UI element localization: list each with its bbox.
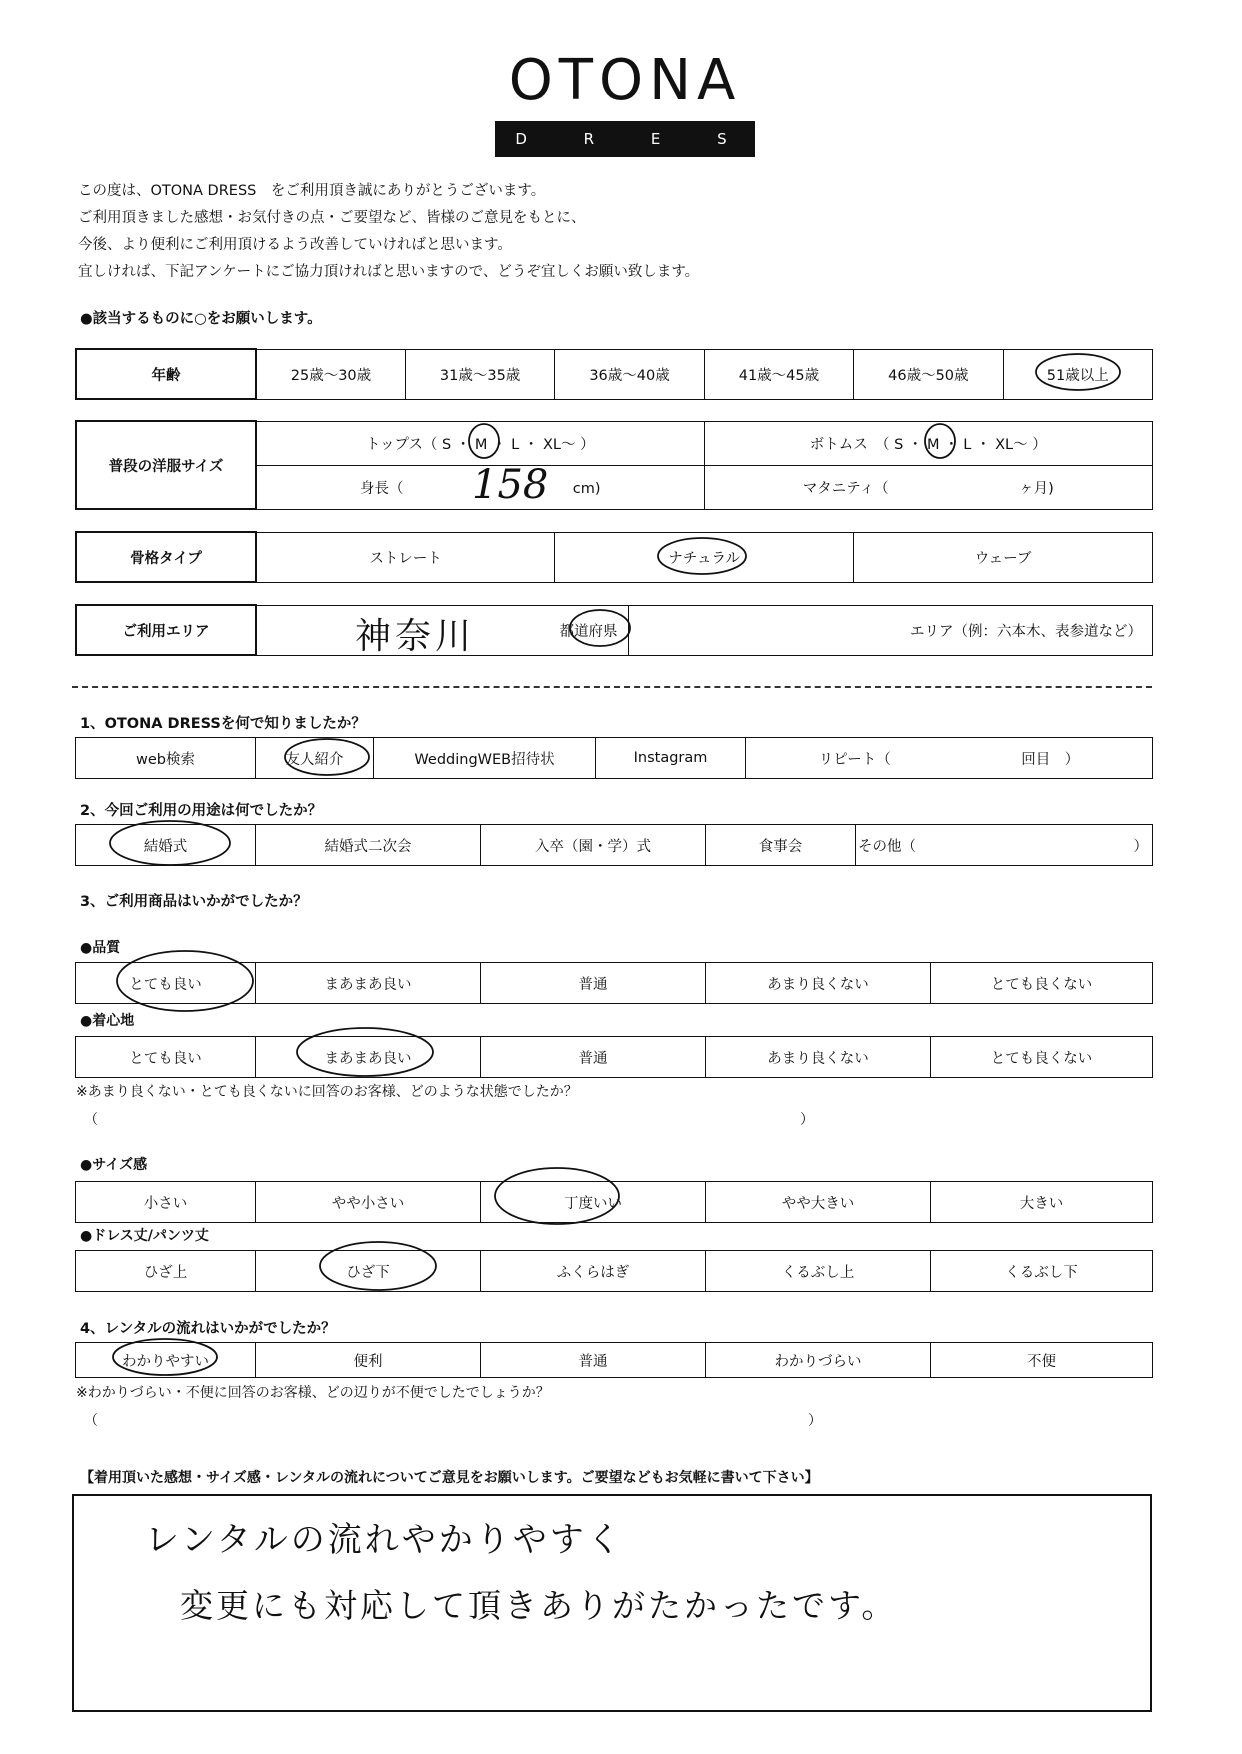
fit-option[interactable]: 小さい <box>76 1182 256 1223</box>
intro-line: ご利用頂きました感想・お気付きの点・ご要望など、皆様のご意見をもとに、 <box>78 210 586 226</box>
age-option[interactable]: 31歳～35歳 <box>405 349 554 399</box>
comfort-option[interactable]: まあまあ良い <box>256 1037 481 1078</box>
q2-option[interactable]: 食事会 <box>706 825 856 866</box>
age-option[interactable]: 46歳～50歳 <box>854 349 1003 399</box>
q4-option[interactable]: わかりづらい <box>706 1343 931 1378</box>
frame-option[interactable]: ウェーブ <box>854 532 1153 582</box>
q4-paren-close: ） <box>808 1413 822 1429</box>
age-option[interactable]: 36歳～40歳 <box>555 349 704 399</box>
q1-option[interactable]: Instagram <box>596 738 746 779</box>
age-option[interactable]: 41歳～45歳 <box>704 349 853 399</box>
instruction: ●該当するものに○をお願いします。 <box>80 311 322 327</box>
q4-option[interactable]: 便利 <box>256 1343 481 1378</box>
q4-title: 4、レンタルの流れはいかがでしたか？ <box>80 1321 336 1337</box>
q2-option[interactable]: 入卒（園・学）式 <box>481 825 706 866</box>
q1-option[interactable]: web検索 <box>76 738 256 779</box>
length-option[interactable]: くるぶし上 <box>706 1251 931 1292</box>
comfort-option[interactable]: 普通 <box>481 1037 706 1078</box>
quality-option[interactable]: とても良くない <box>931 963 1153 1004</box>
q2-option[interactable]: 結婚式 <box>76 825 256 866</box>
quality-label: ●品質 <box>80 940 121 956</box>
comfort-option[interactable]: あまり良くない <box>706 1037 931 1078</box>
handwritten-comment-line1: レンタルの流れやかりやすく <box>145 1520 624 1560</box>
frame-label: 骨格タイプ <box>76 532 256 582</box>
comfort-option[interactable]: とても良い <box>76 1037 256 1078</box>
fit-label: ●サイズ感 <box>80 1157 148 1173</box>
quality-option[interactable]: とても良い <box>76 963 256 1004</box>
age-option[interactable]: 25歳～30歳 <box>256 349 405 399</box>
quality-option[interactable]: まあまあ良い <box>256 963 481 1004</box>
q2-title: 2、今回ご利用の用途は何でしたか？ <box>80 803 323 819</box>
comments-title: 【着用頂いた感想・サイズ感・レンタルの流れについてご意見をお願いします。ご要望などもお気軽に書いて下さい】 <box>80 1470 819 1486</box>
handwritten-height: 158 <box>472 462 549 508</box>
area-label: ご利用エリア <box>76 605 256 655</box>
fit-option[interactable]: 丁度いい <box>481 1182 706 1223</box>
quality-option[interactable]: あまり良くない <box>706 963 931 1004</box>
height-prefix: 身長（ <box>360 480 404 497</box>
age-label: 年齢 <box>76 349 256 399</box>
tops-size[interactable]: トップス（ S ・ M ・ L ・ XL～ ） <box>256 421 704 465</box>
comfort-note: ※あまり良くない・とても良くないに回答のお客様、どのような状態でしたか？ <box>76 1084 578 1100</box>
area-example[interactable]: エリア（例：六本木、表参道など） <box>628 605 1153 655</box>
age-table <box>75 348 1153 400</box>
handwritten-prefecture: 神奈川 <box>355 616 476 657</box>
q2-table <box>75 824 1153 866</box>
q4-option[interactable]: 不便 <box>931 1343 1153 1378</box>
fit-table <box>75 1181 1153 1223</box>
comfort-paren-close: ） <box>800 1112 814 1128</box>
quality-option[interactable]: 普通 <box>481 963 706 1004</box>
height-suffix: cm) <box>572 480 601 497</box>
comfort-option[interactable]: とても良くない <box>931 1037 1153 1078</box>
quality-table <box>75 962 1153 1004</box>
area-table <box>75 604 1153 656</box>
fit-option[interactable]: やや小さい <box>256 1182 481 1223</box>
age-option[interactable]: 51歳以上 <box>1003 349 1152 399</box>
prefecture-suffix: 都道府県 <box>559 623 618 640</box>
q2-option[interactable]: その他（ ） <box>856 825 1153 866</box>
q4-table <box>75 1342 1153 1378</box>
comfort-table <box>75 1036 1153 1078</box>
comfort-label: ●着心地 <box>80 1013 135 1029</box>
frame-option[interactable]: ストレート <box>256 532 555 582</box>
divider-dashed <box>72 686 1152 688</box>
q4-note: ※わかりづらい・不便に回答のお客様、どの辺りが不便でしたでしょうか？ <box>76 1385 550 1401</box>
q1-title: 1、OTONA DRESSを何で知りましたか？ <box>80 716 366 732</box>
length-option[interactable]: ひざ上 <box>76 1251 256 1292</box>
length-option[interactable]: くるぶし下 <box>931 1251 1153 1292</box>
intro-text <box>78 178 978 286</box>
intro-line: 宜しければ、下記アンケートにご協力頂ければと思いますので、どうぞ宜しくお願い致します。 <box>78 264 700 280</box>
q4-paren-open: （ <box>84 1413 98 1429</box>
size-label: 普段の洋服サイズ <box>76 421 256 509</box>
intro-line: この度は、OTONA DRESS をご利用頂き誠にありがとうございます。 <box>78 183 546 199</box>
frame-option[interactable]: ナチュラル <box>555 532 854 582</box>
q1-table <box>75 737 1153 779</box>
length-option[interactable]: ひざ下 <box>256 1251 481 1292</box>
q1-option[interactable]: リピート（ 回目 ） <box>746 738 1153 779</box>
q4-option[interactable]: わかりやすい <box>76 1343 256 1378</box>
q3-title: 3、ご利用商品はいかがでしたか？ <box>80 894 308 910</box>
logo-otona: OTONA <box>508 48 742 113</box>
logo-dress-bar: D R E S S <box>495 121 755 157</box>
frame-table <box>75 531 1153 583</box>
comfort-paren-open: （ <box>84 1112 98 1128</box>
intro-line: 今後、より便利にご利用頂けるよう改善していければと思います。 <box>78 237 512 253</box>
size-table <box>75 420 1153 510</box>
q1-option[interactable]: WeddingWEB招待状 <box>374 738 596 779</box>
handwritten-comment-line2: 変更にも対応して頂きありがたかったです。 <box>180 1586 898 1625</box>
q1-option[interactable]: 友人紹介 <box>256 738 374 779</box>
maternity-field[interactable]: マタニティ（ ヶ月) <box>704 465 1153 509</box>
fit-option[interactable]: 大きい <box>931 1182 1153 1223</box>
length-table <box>75 1250 1153 1292</box>
q2-option[interactable]: 結婚式二次会 <box>256 825 481 866</box>
length-label: ●ドレス丈/パンツ丈 <box>80 1228 209 1244</box>
bottoms-size[interactable]: ボトムス （ S ・ M ・ L ・ XL～ ） <box>704 421 1153 465</box>
fit-option[interactable]: やや大きい <box>706 1182 931 1223</box>
length-option[interactable]: ふくらはぎ <box>481 1251 706 1292</box>
q4-option[interactable]: 普通 <box>481 1343 706 1378</box>
